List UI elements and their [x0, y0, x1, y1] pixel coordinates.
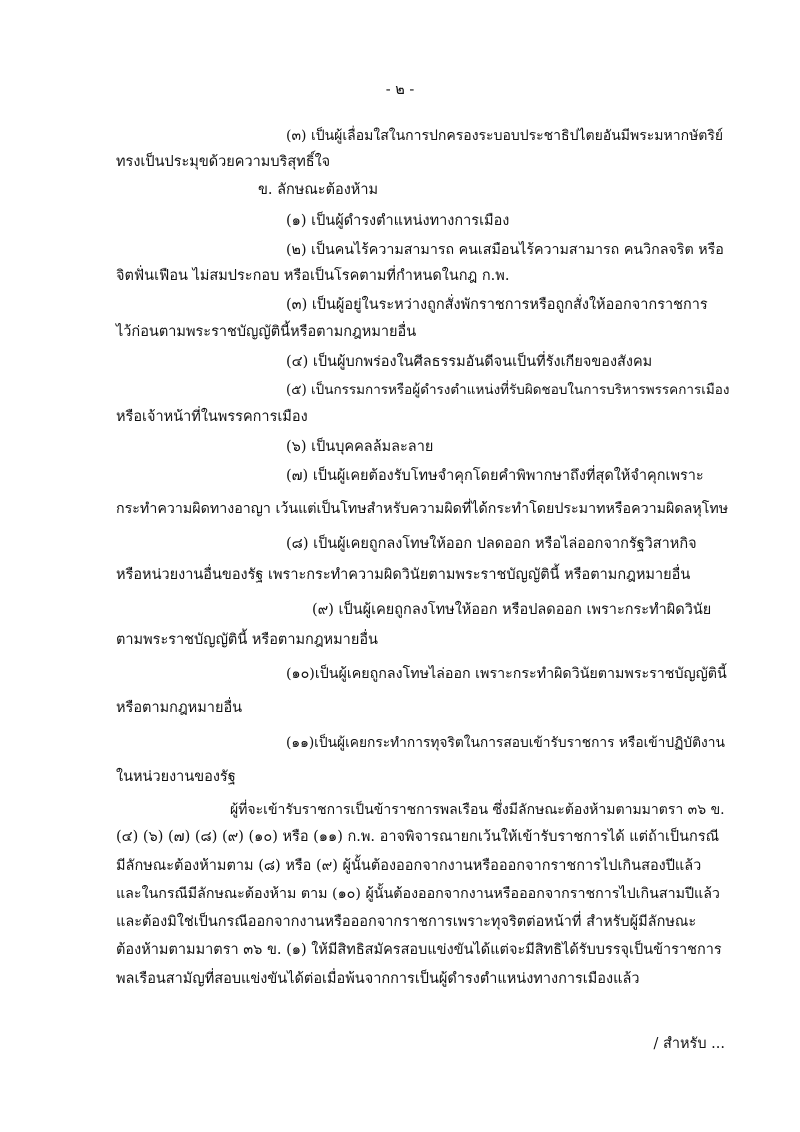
text-line: (๘) เป็นผู้เคยถูกลงโทษให้ออก ปลดออก หรือไล่ออกจากรัฐวิสาหกิจ	[286, 536, 697, 552]
text-line: ตามพระราชบัญญัตินี้ หรือตามกฎหมายอื่น	[116, 632, 378, 648]
text-line: ทรงเป็นประมุขด้วยความบริสุทธิ์ใจ	[116, 154, 331, 170]
text-line: (๔) เป็นผู้บกพร่องในศีลธรรมอันดีจนเป็นที่รังเกียจของสังคม	[286, 354, 653, 370]
text-line: หรือหน่วยงานอื่นของรัฐ เพราะกระทำความผิดวินัยตามพระราชบัญญัตินี้ หรือตามกฎหมายอื่น	[116, 567, 691, 583]
text-line: (๑) เป็นผู้ดำรงตำแหน่งทางการเมือง	[286, 213, 510, 229]
text-line: (๕) เป็นกรรมการหรือผู้ดำรงตำแหน่งที่รับผิดชอบในการบริหารพรรคการเมือง	[286, 382, 730, 398]
text-line: (๙) เป็นผู้เคยถูกลงโทษให้ออก หรือปลดออก เพราะกระทำผิดวินัย	[312, 602, 712, 618]
text-line: (๖) เป็นบุคคลล้มละลาย	[286, 439, 434, 455]
text-line: (๔) (๖) (๗) (๘) (๙) (๑๐) หรือ (๑๑) ก.พ. อาจพิจารณายกเว้นให้เข้ารับราชการได้ แต่ถ้าเป็นกรณี	[116, 829, 720, 845]
text-line: ในหน่วยงานของรัฐ	[116, 769, 236, 785]
text-line: หรือตามกฎหมายอื่น	[116, 700, 243, 716]
text-line: ไว้ก่อนตามพระราชบัญญัตินี้หรือตามกฎหมายอื่น	[116, 324, 417, 340]
text-line: จิตฟั่นเฟือน ไม่สมประกอบ หรือเป็นโรคตามที่กำหนดในกฎ ก.พ.	[116, 268, 510, 284]
text-line: (๑๑)เป็นผู้เคยกระทำการทุจริตในการสอบเข้ารับราชการ หรือเข้าปฏิบัติงาน	[286, 735, 725, 751]
text-line: กระทำความผิดทางอาญา เว้นแต่เป็นโทษสำหรับความผิดที่ได้กระทำโดยประมาทหรือความผิดลหุโทษ	[116, 501, 729, 517]
text-line: หรือเจ้าหน้าที่ในพรรคการเมือง	[116, 409, 308, 425]
continuation-note: / สำหรับ ...	[653, 1036, 725, 1052]
text-line: ต้องห้ามตามมาตรา ๓๖ ข. (๑) ให้มีสิทธิสมัครสอบแข่งขันได้แต่จะมีสิทธิได้รับบรรจุเป็นข้าราชการ	[116, 942, 722, 958]
text-line: (๓) เป็นผู้เลื่อมใสในการปกครองระบอบประชาธิปไตยอันมีพระมหากษัตริย์	[286, 128, 724, 144]
text-line: พลเรือนสามัญที่สอบแข่งขันได้ต่อเมื่อพ้นจากการเป็นผู้ดำรงตำแหน่งทางการเมืองแล้ว	[116, 971, 640, 987]
section-heading: ข. ลักษณะต้องห้าม	[258, 182, 379, 198]
text-line: มีลักษณะต้องห้ามตาม (๘) หรือ (๙) ผู้นั้นต้องออกจากงานหรือออกจากราชการไปเกินสองปีแล้ว	[116, 858, 702, 874]
text-line: และในกรณีมีลักษณะต้องห้าม ตาม (๑๐) ผู้นั้นต้องออกจากงานหรือออกจากราชการไปเกินสามปีแล้ว	[116, 886, 720, 902]
text-line: (๗) เป็นผู้เคยต้องรับโทษจำคุกโดยคำพิพากษาถึงที่สุดให้จำคุกเพราะ	[286, 468, 704, 484]
text-line: (๓) เป็นผู้อยู่ในระหว่างถูกสั่งพักราชการหรือถูกสั่งให้ออกจากราชการ	[286, 297, 708, 313]
text-line: และต้องมิใช่เป็นกรณีออกจากงานหรือออกจากราชการเพราะทุจริตต่อหน้าที่ สำหรับผู้มีลักษณะ	[116, 914, 697, 930]
text-line: ผู้ที่จะเข้ารับราชการเป็นข้าราชการพลเรือน ซึ่งมีลักษณะต้องห้ามตามมาตรา ๓๖ ข.	[230, 802, 725, 818]
text-line: (๒) เป็นคนไร้ความสามารถ คนเสมือนไร้ความสามารถ คนวิกลจริต หรือ	[286, 242, 724, 258]
page-number: - ๒ -	[385, 82, 415, 98]
text-line: (๑๐)เป็นผู้เคยถูกลงโทษไล่ออก เพราะกระทำผิดวินัยตามพระราชบัญญัตินี้	[286, 666, 727, 682]
